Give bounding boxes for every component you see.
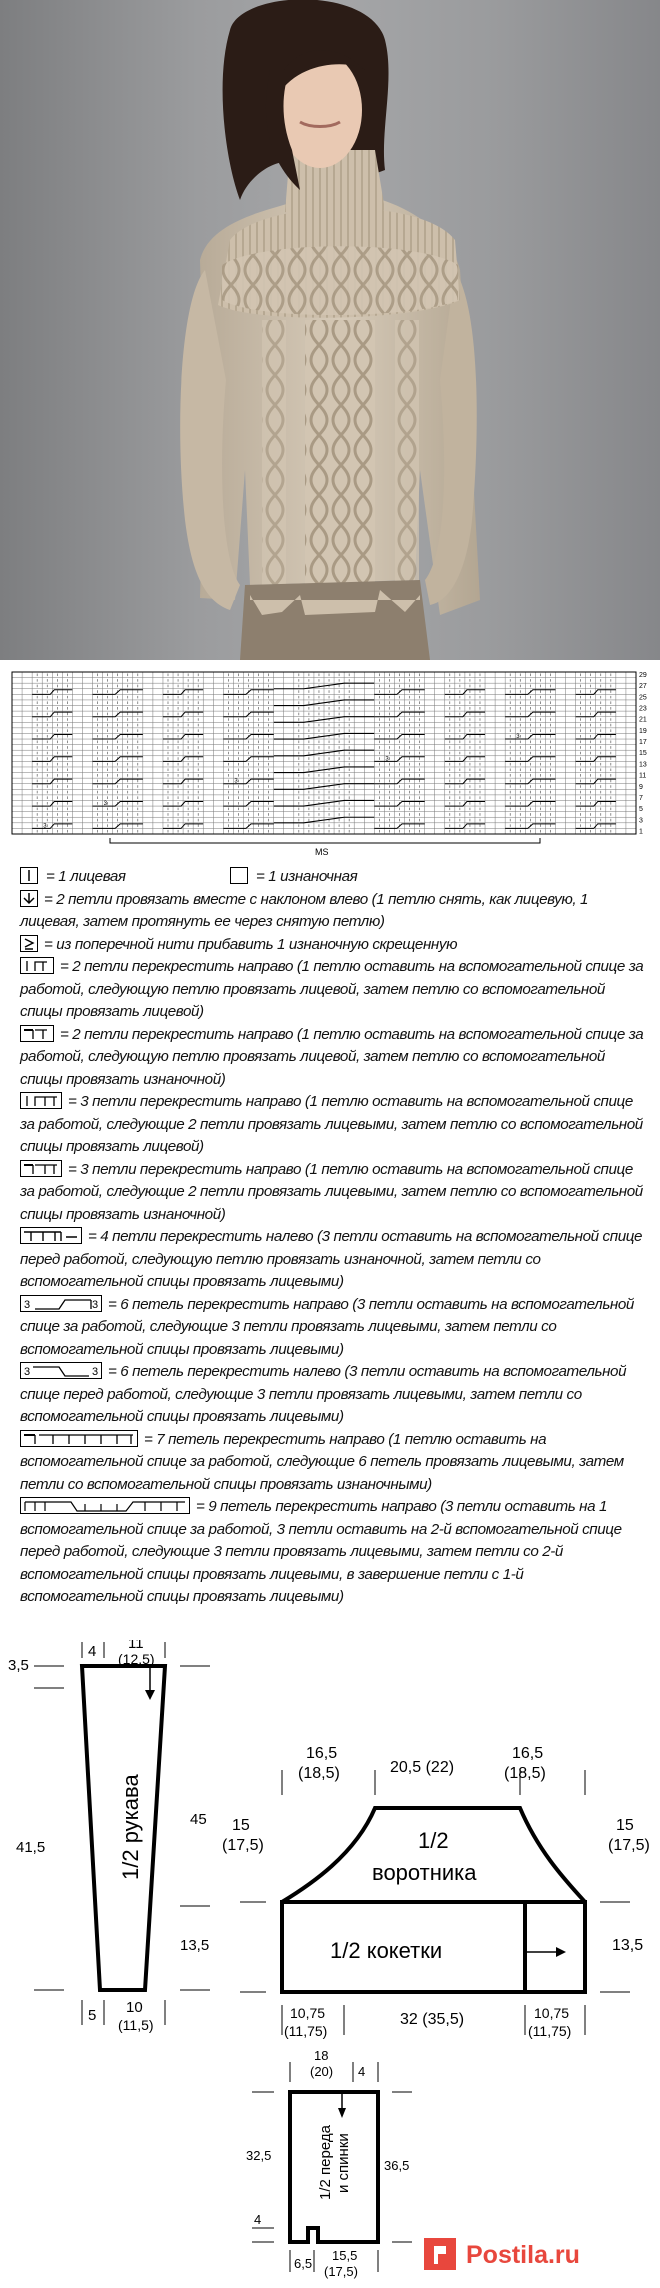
- chart-row-number: 17: [639, 739, 647, 747]
- legend-row-3r-purl: [20, 1159, 650, 1227]
- legend-text: = 7 петель перекрестить направо (1 петлю оставить на вспомогательной спице за работой, следующие 6 петель провязать лицевыми, затем петли со вспомогательной спицы провязать изнаночными): [20, 1430, 624, 1493]
- cross-6-left-count: 3: [24, 1366, 30, 1378]
- legend-text: = 4 петли перекрестить налево (3 петли оставить на вспомогательной спице перед работой, следующую петлю провязать изнаночной, затем петли со вспомогательной спицы провязать лицевыми): [20, 1228, 643, 1290]
- chart-row-number: 25: [639, 694, 647, 702]
- schematics-svg: [0, 1640, 660, 2288]
- cross-2-right-purl-icon: [20, 1025, 54, 1042]
- knit-symbol-icon: [20, 867, 38, 884]
- legend-text: = 3 петли перекрестить направо (1 петлю оставить на вспомогательной спице за работой, следующие 2 петли провязать лицевыми, затем петлю со вспомогательной спицы провязать изнаночной): [20, 1160, 643, 1223]
- legend-text: = 3 петли перекрестить направо (1 петлю оставить на вспомогательной спице за работой, следующие 2 петли провязать лицевыми, затем петлю со вспомогательной спицы провязать лицевой): [20, 1093, 643, 1155]
- purl-increase-icon: [20, 935, 38, 952]
- yoke-schematic: [222, 1745, 650, 2039]
- sleeve-top-main: 11: [128, 1640, 144, 1652]
- yoke-label: 1/2 кокетки: [330, 1938, 443, 1963]
- chart-cell-mark: 3: [234, 778, 238, 785]
- chart-row-number: 21: [639, 716, 647, 724]
- chart-cell-mark: 3: [516, 734, 520, 741]
- knitting-chart: [10, 668, 650, 858]
- body-top-main: 18: [314, 2048, 329, 2063]
- model-illustration: [0, 0, 660, 660]
- ssk-decrease-icon: [20, 890, 38, 907]
- legend-text: = 6 петель перекрестить направо (3 петли оставить на вспомогательной спице за работой, следующие 3 петли провязать лицевыми, затем петли со вспомогательной спицы провязать лицевыми): [20, 1295, 634, 1358]
- yoke-left-15: 15: [232, 1817, 250, 1834]
- cross-7-right-icon: [20, 1430, 138, 1447]
- postila-logo: [420, 2234, 650, 2274]
- legend-row-6r: [20, 1294, 650, 1362]
- yoke-top-right-alt: (18,5): [504, 1765, 546, 1782]
- cross-6-left-count: 3: [92, 1366, 98, 1378]
- body-right-height: 36,5: [384, 2158, 410, 2173]
- collar-label-1: 1/2: [418, 1828, 449, 1853]
- body-top-small: 4: [358, 2064, 366, 2079]
- yoke-top-mid: 20,5 (22): [390, 1759, 455, 1776]
- cross-6-left-icon: [20, 1362, 102, 1379]
- legend: [20, 866, 650, 1609]
- chart-row-number: 9: [639, 783, 643, 791]
- body-left-bottom: 4: [254, 2212, 262, 2227]
- legend-row-7r: [20, 1429, 650, 1497]
- legend-row-knit: [20, 866, 650, 889]
- chart-row-number: 1: [639, 828, 643, 836]
- chart-ms-bracket: [110, 838, 540, 857]
- chart-row-number: 13: [639, 761, 647, 769]
- sleeve-right-bottom: 13,5: [180, 1937, 210, 1954]
- chart-row-numbers: [639, 672, 647, 835]
- sleeve-left-top: 3,5: [8, 1657, 29, 1674]
- yoke-bottom-left-alt: (11,75): [284, 2023, 328, 2039]
- legend-text: = 1 лицевая: [46, 868, 126, 885]
- chart-grid: [10, 668, 650, 858]
- legend-row-2r-knit: [20, 956, 650, 1024]
- sleeve-schematic: [8, 1640, 210, 2033]
- sleeve-left-height: 41,5: [16, 1839, 46, 1856]
- body-bottom-alt: (17,5): [324, 2264, 358, 2279]
- watermark-text: Postila.ru: [466, 2241, 580, 2269]
- sweater-photo: [0, 0, 660, 660]
- legend-row-2r-purl: [20, 1024, 650, 1092]
- front-back-schematic: [246, 2048, 412, 2279]
- cross-9-right-icon: [20, 1497, 190, 1514]
- chart-row-number: 7: [639, 794, 643, 802]
- legend-row-increase: [20, 934, 650, 957]
- legend-text: = 2 петли перекрестить направо (1 петлю оставить на вспомогательной спице за работой, следующую петлю провязать лицевой, затем петлю со вспомогательной спицы провязать лицевой): [20, 958, 644, 1020]
- chart-cell-mark: 3: [103, 801, 107, 808]
- sleeve-top-small: 4: [88, 1643, 97, 1660]
- chart-row-number: 5: [639, 806, 643, 814]
- postila-watermark: [420, 2234, 650, 2274]
- yoke-bottom-left: 10,75: [290, 2005, 326, 2021]
- yoke-top-left: 16,5: [306, 1745, 338, 1762]
- chart-row-number: 15: [639, 750, 647, 758]
- yoke-right-135: 13,5: [612, 1937, 644, 1954]
- chart-cell-mark: 3: [385, 756, 389, 763]
- legend-text: = 6 петель перекрестить налево (3 петли оставить на вспомогательной спице перед работой, следующие 3 петли провязать лицевыми, затем петли со вспомогательной спицы провязать лицевыми): [20, 1363, 627, 1425]
- collar-label-2: воротника: [372, 1860, 477, 1885]
- sleeve-top-alt: (12,5): [118, 1651, 155, 1667]
- chart-row-number: 3: [639, 817, 643, 825]
- chart-ms-label: MS: [315, 847, 329, 857]
- sleeve-bottom-main: 10: [126, 1999, 143, 2016]
- cross-2-right-knit-icon: [20, 957, 54, 974]
- legend-row-ssk: [20, 889, 650, 934]
- yoke-bottom-right-alt: (11,75): [528, 2023, 572, 2039]
- purl-symbol-icon: [230, 867, 248, 884]
- body-left-height: 32,5: [246, 2148, 272, 2163]
- chart-row-number: 19: [639, 727, 647, 735]
- cross-3-right-purl-icon: [20, 1160, 62, 1177]
- body-bottom-small: 6,5: [294, 2256, 313, 2271]
- cross-3-right-knit-icon: [20, 1092, 62, 1109]
- chart-row-number: 27: [639, 683, 647, 691]
- yoke-top-left-alt: (18,5): [298, 1765, 340, 1782]
- yoke-bottom-right: 10,75: [534, 2005, 570, 2021]
- chart-row-number: 11: [639, 772, 647, 780]
- legend-text: = 2 петли провязать вместе с наклоном влево (1 петлю снять, как лицевую, 1 лицевая, затем протянуть ее через снятую петлю): [20, 890, 589, 930]
- body-label-1: 1/2 переда: [317, 2125, 334, 2200]
- legend-text: = 1 изнаночная: [256, 868, 358, 885]
- body-top-alt: (20): [310, 2064, 334, 2079]
- sleeve-right-height: 45: [190, 1811, 207, 1828]
- legend-text: = 9 петель перекрестить направо (3 петли оставить на 1 вспомогательной спице за работой, 3 петли оставить на 2-й вспомогательной спице перед работой, следующие 3 петли провязать лицевыми, затем петли со 2-й вспомогательной спицы провязать лицевыми, в завершение петли с 1-й вспомогательной спицы провязать лицевыми): [20, 1498, 622, 1605]
- body-label-2: и спинки: [335, 2133, 352, 2193]
- cross-4-left-icon: [20, 1227, 82, 1244]
- yoke-left-15-alt: (17,5): [222, 1837, 264, 1854]
- yoke-top-right: 16,5: [512, 1745, 544, 1762]
- legend-row-3r-knit: [20, 1091, 650, 1159]
- chart-row-number: 29: [639, 672, 647, 680]
- legend-row-6l: [20, 1361, 650, 1429]
- legend-text: = 2 петли перекрестить направо (1 петлю оставить на вспомогательной спице за работой, следующую петлю провязать лицевой, затем петлю со вспомогательной спицы провязать изнаночной): [20, 1025, 644, 1088]
- yoke-right-15: 15: [616, 1817, 634, 1834]
- legend-row-9r: [20, 1496, 650, 1609]
- chart-cell-mark: 3: [43, 823, 47, 830]
- legend-row-4l: [20, 1226, 650, 1294]
- cross-6-right-count: 3: [24, 1298, 30, 1311]
- sleeve-label: 1/2 рукава: [118, 1774, 143, 1880]
- cross-6-right-count: 3: [92, 1298, 98, 1311]
- yoke-bottom-mid: 32 (35,5): [400, 2011, 465, 2028]
- yoke-right-15-alt: (17,5): [608, 1837, 650, 1854]
- cross-6-right-icon: [20, 1295, 102, 1312]
- pattern-schematics: [0, 1640, 660, 2288]
- sleeve-bottom-alt: (11,5): [118, 2017, 154, 2033]
- sleeve-bottom-small: 5: [88, 2007, 97, 2024]
- body-bottom-main: 15,5: [332, 2248, 358, 2263]
- chart-row-number: 23: [639, 705, 647, 713]
- legend-text: = из поперечной нити прибавить 1 изнаночную скрещенную: [44, 935, 458, 953]
